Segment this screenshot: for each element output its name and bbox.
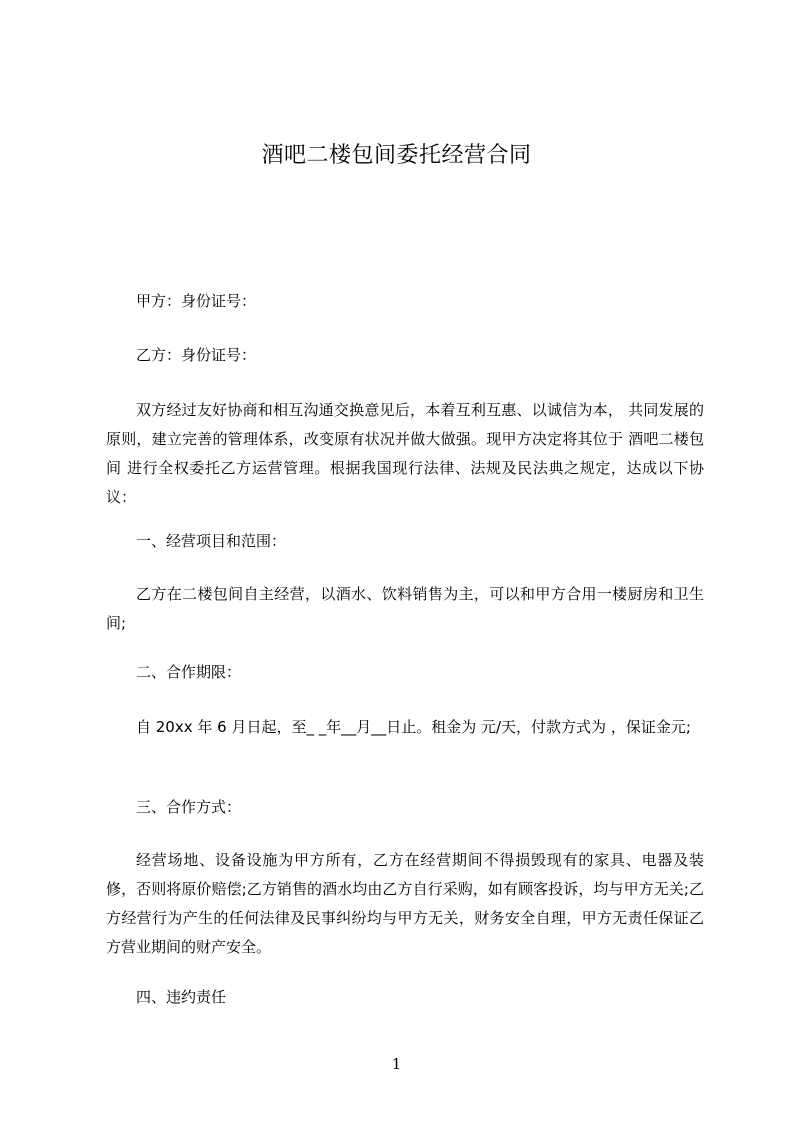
section-2-heading: 二、合作期限： — [136, 663, 242, 681]
section-3-body: 经营场地、设备设施为甲方所有，乙方在经营期间不得损毁现有的家具、电器及装修，否则将原价赔偿;乙方销售的酒水均由乙方自行采购，如有顾客投诉，均与甲方无关;乙方经营行为产生的任何法律及民事纠纷均与甲方无关，财务安全自理，甲方无责任保证乙方营业期间的财产安全。 — [106, 851, 704, 956]
section-1-body: 乙方在二楼包间自主经营，以酒水、饮料销售为主，可以和甲方合用一楼厨房和卫生间; — [106, 585, 704, 632]
section-2-body: 自 20xx 年 6 月日起，至_ _年__月__日止。租金为 元/天，付款方式为 ，保证金元; — [136, 718, 691, 736]
section-1-heading: 一、经营项目和范围： — [136, 532, 287, 550]
document-title: 酒吧二楼包间委托经营合同 — [261, 143, 532, 168]
intro-paragraph: 双方经过友好协商和相互沟通交换意见后，本着互利互惠、以诚信为本， 共同发展的原则，建立完善的管理体系，改变原有状况并做大做强。现甲方决定将其位于 酒吧二楼包间 进行全权委托乙方运营管理。根据我国现行法律、法规及民法典之规定，达成以下协议： — [106, 401, 704, 506]
page-number: 1 — [391, 1055, 402, 1073]
party-a-line: 甲方：身份证号： — [136, 292, 257, 310]
section-3-heading: 三、合作方式： — [136, 798, 242, 816]
section-4-heading: 四、违约责任 — [136, 988, 227, 1006]
party-b-line: 乙方：身份证号： — [136, 346, 257, 364]
